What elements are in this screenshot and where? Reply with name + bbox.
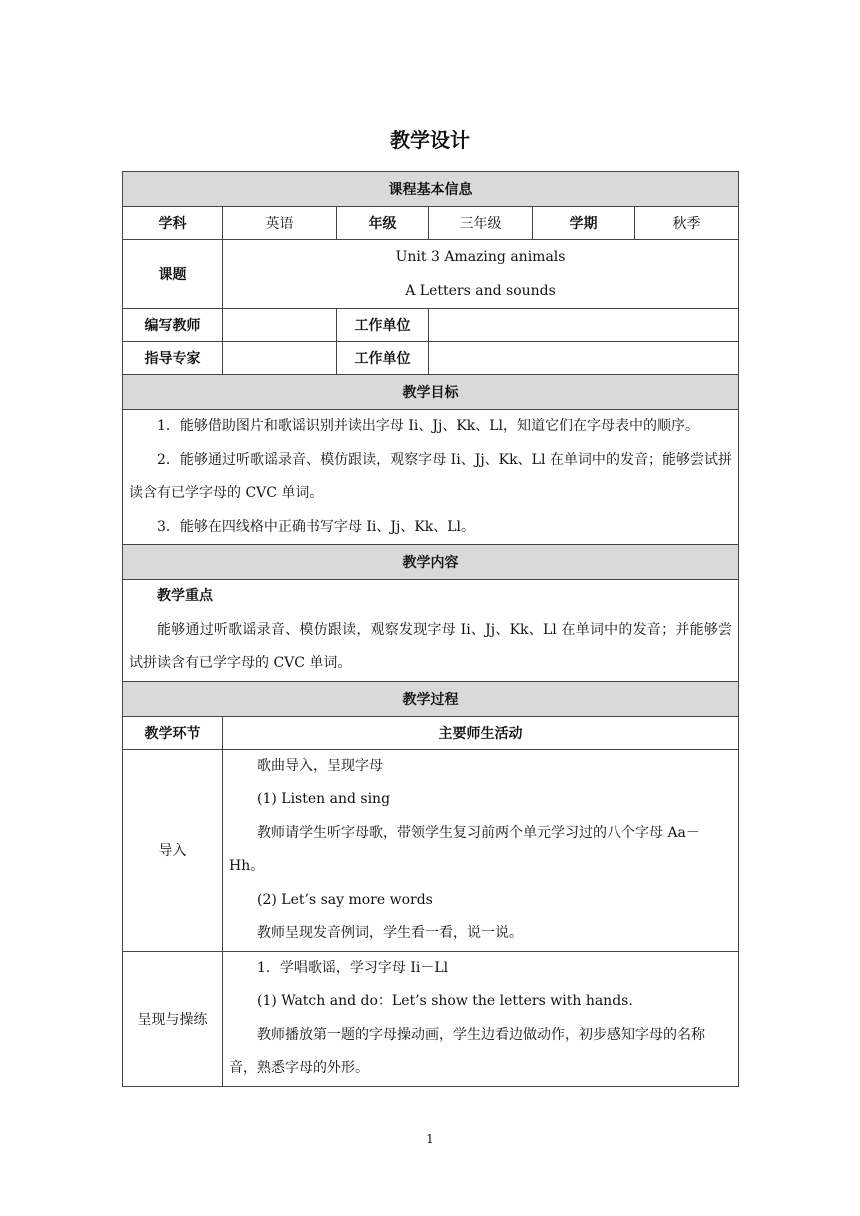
activity-column-header: 主要师生活动 [223,716,739,749]
subject-label: 学科 [123,207,223,240]
stage-cell: 呈现与操练 [123,951,223,1086]
goals-header: 教学目标 [123,375,739,410]
activity-line: 教师呈现发音例词，学生看一看，说一说。 [257,925,523,941]
goals-body [123,410,739,545]
grade-label: 年级 [337,207,429,240]
activity-line: (1) Watch and do：Let’s show the letters with hands. [257,993,633,1009]
advisor-org-label: 工作单位 [337,342,429,375]
activity-line: 教师播放第一题的字母操动画，学生边看边做动作，初步感知字母的名称音，熟悉字母的外形。 [229,1026,705,1076]
author-org-value [429,309,739,342]
goal-item: 1．能够借助图片和歌谣识别并读出字母 Ii、Jj、Kk、Ll，知道它们在字母表中的顺序。 [157,418,700,434]
author-label: 编写教师 [123,309,223,342]
page-number: 1 [426,1132,434,1146]
author-org-label: 工作单位 [337,309,429,342]
topic-value [223,240,739,309]
activity-line: (1) Listen and sing [257,791,391,807]
focus-title: 教学重点 [157,588,213,604]
goal-item: 3．能够在四线格中正确书写字母 Ii、Jj、Kk、Ll。 [157,518,476,535]
grade-value: 三年级 [429,207,533,240]
activity-line: 歌曲导入，呈现字母 [257,757,383,774]
activity-line: (2) Let’s say more words [257,891,433,908]
lesson-plan-table [122,171,739,1087]
term-value: 秋季 [635,207,739,240]
author-value [223,309,337,342]
process-header: 教学过程 [123,681,739,716]
topic-label: 课题 [123,240,223,309]
term-label: 学期 [533,207,635,240]
activity-line: 1．学唱歌谣，学习字母 Ii－Ll [257,959,449,976]
stage-cell: 导入 [123,749,223,951]
basic-info-header: 课程基本信息 [123,172,739,207]
advisor-value [223,342,337,375]
focus-text: 能够通过听歌谣录音、模仿跟读，观察发现字母 Ii、Jj、Kk、Ll 在单词中的发音；并能够尝试拼读含有已学字母的 CVC 单词。 [129,621,733,671]
topic-line-1: Unit 3 Amazing animals [395,249,566,265]
subject-value: 英语 [223,207,337,240]
activity-cell [223,749,739,951]
advisor-label: 指导专家 [123,342,223,375]
document-title: 教学设计 [390,128,470,152]
content-body [123,580,739,682]
activity-line: 教师请学生听字母歌，带领学生复习前两个单元学习过的八个字母 Aa－Hh。 [229,824,700,874]
goal-item: 2．能够通过听歌谣录音、模仿跟读，观察字母 Ii、Jj、Kk、Ll 在单词中的发音；能够尝试拼读含有已学字母的 CVC 单词。 [129,451,733,501]
topic-line-2: A Letters and sounds [405,283,556,299]
activity-cell [223,951,739,1086]
stage-column-header: 教学环节 [123,716,223,749]
content-header: 教学内容 [123,545,739,580]
advisor-org-value [429,342,739,375]
